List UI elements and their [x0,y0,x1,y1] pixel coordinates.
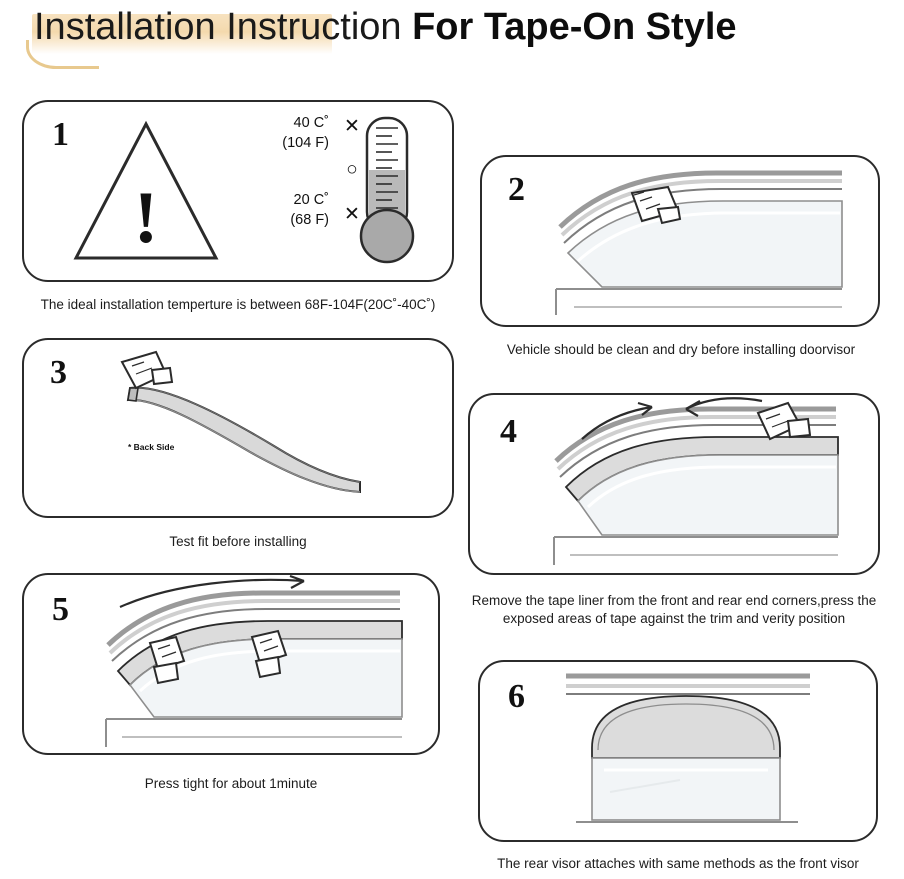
step-panel-2 [480,155,880,327]
step-1-illustration [24,102,456,284]
page-title [18,4,888,66]
step-number-2: 2 [508,171,525,208]
step-panel-6 [478,660,878,842]
step-4-illustration [470,395,882,577]
temp-hot-fahrenheit: (104 F) [282,135,329,151]
step-4-caption: Remove the tape liner from the front and rear end corners,press the exposed areas of tape against the trim and verity position [471,593,877,627]
step-number-5: 5 [52,591,69,628]
hand-icon [122,352,172,388]
step-number-6: 6 [508,678,525,715]
step-5-illustration [24,575,442,757]
step-2-illustration [482,157,882,329]
title-part-1: Installation Instruction [34,6,413,48]
step-2-caption: Vehicle should be clean and dry before installing doorvisor [506,342,856,357]
step-6-caption: The rear visor attaches with same methods as the front visor [497,856,859,871]
temp-cold-celsius: 20 C˚ [293,192,329,208]
step-3-caption: Test fit before installing [169,534,307,549]
step-panel-1 [22,100,454,282]
step-3-illustration [24,340,456,520]
step-number-4: 4 [500,413,517,450]
thermometer-icon [361,118,413,262]
title-part-2: For Tape-On Style [412,6,737,48]
step-5-caption: Press tight for about 1minute [144,776,318,791]
back-side-note: * Back Side [128,442,175,452]
mark-too-cold-icon: ✕ [344,204,360,225]
step-panel-3 [22,338,454,518]
mark-too-hot-icon: ✕ [344,116,360,137]
step-panel-5 [22,573,440,755]
step-1-caption: The ideal installation temperture is between 68F-104F(20C˚-40C˚) [40,297,436,312]
step-panel-4 [468,393,880,575]
step-number-1: 1 [52,116,69,153]
temp-hot-celsius: 40 C˚ [293,115,329,131]
svg-text:!: ! [133,177,159,259]
step-number-3: 3 [50,354,67,391]
temp-cold-fahrenheit: (68 F) [290,212,329,228]
mark-ok-icon: ○ [346,159,358,180]
step-6-illustration [480,662,880,844]
title-text [34,6,737,49]
